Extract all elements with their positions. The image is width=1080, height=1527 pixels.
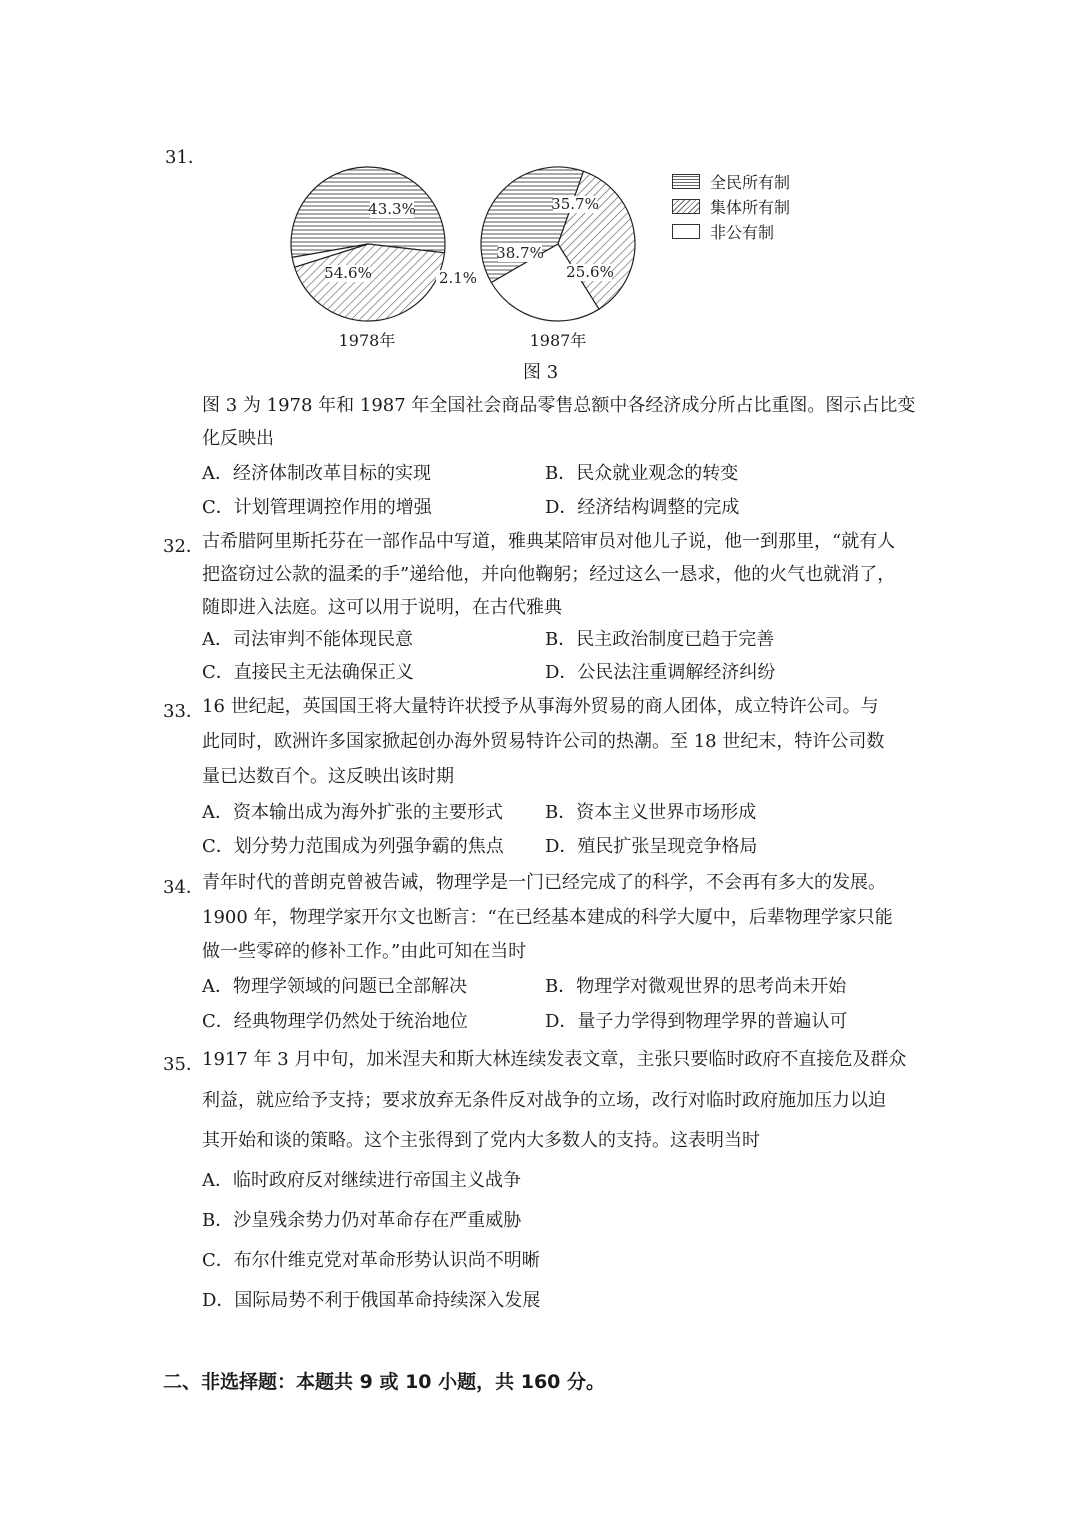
q33-option-a: A．资本输出成为海外扩张的主要形式 — [202, 802, 503, 823]
legend-item-collective — [672, 195, 790, 218]
q35-option-c: C．布尔什维克党对革命形势认识尚不明晰 — [202, 1250, 540, 1271]
q31-option-b: B．民众就业观念的转变 — [545, 463, 739, 484]
q35-option-a: A．临时政府反对继续进行帝国主义战争 — [202, 1170, 521, 1191]
q31-option-a: A．经济体制改革目标的实现 — [202, 463, 431, 484]
q32-option-c: C．直接民主无法确保正义 — [202, 662, 414, 683]
pie-1-label-private: 25.6% — [566, 263, 614, 281]
legend-label-private: 非公有制 — [710, 223, 775, 242]
q33-option-d: D．殖民扩张呈现竞争格局 — [545, 836, 758, 857]
q31-stem-line2: 化反映出 — [202, 428, 274, 449]
q32-option-a: A．司法审判不能体现民意 — [202, 629, 413, 650]
pie-1-label-state: 38.7% — [496, 244, 544, 262]
legend-item-private — [672, 220, 774, 243]
q34-number: 34． — [163, 877, 204, 898]
q32-line3: 随即进入法庭。这可以用于说明，在古代雅典 — [202, 597, 562, 618]
q32-option-b: B．民主政治制度已趋于完善 — [545, 629, 775, 650]
q35-number: 35． — [163, 1054, 204, 1075]
q32-option-d: D．公民法注重调解经济纠纷 — [545, 662, 776, 683]
q34-option-c: C．经典物理学仍然处于统治地位 — [202, 1011, 468, 1032]
q35-line2: 利益，就应给予支持；要求放弃无条件反对战争的立场，改行对临时政府施加压力以迫 — [202, 1090, 886, 1111]
legend-swatch-collective — [672, 199, 700, 214]
q31-number: 31． — [165, 147, 206, 168]
pie-1987-caption: 1987年 — [529, 331, 587, 350]
q33-option-b: B．资本主义世界市场形成 — [545, 802, 757, 823]
q34-option-b: B．物理学对微观世界的思考尚未开始 — [545, 976, 847, 997]
q32-number: 32． — [163, 536, 204, 557]
q34-option-a: A．物理学领域的问题已全部解决 — [202, 976, 467, 997]
pie-1978-caption: 1978年 — [338, 331, 396, 350]
q34-line3: 做一些零碎的修补工作。”由此可知在当时 — [202, 941, 527, 962]
q33-option-c: C．划分势力范围成为列强争霸的焦点 — [202, 836, 504, 857]
q31-stem-line1: 图 3 为 1978 年和 1987 年全国社会商品零售总额中各经济成分所占比重图。图示占比变 — [202, 395, 916, 416]
legend-label-collective: 集体所有制 — [710, 198, 791, 217]
q33-line3: 量已达数百个。这反映出该时期 — [202, 766, 454, 787]
q35-line1: 1917 年 3 月中旬，加米涅夫和斯大林连续发表文章，主张只要临时政府不直接危及群众 — [202, 1049, 907, 1070]
legend-label-state: 全民所有制 — [710, 173, 791, 192]
q31-option-d: D．经济结构调整的完成 — [545, 497, 740, 518]
q34-line2: 1900 年，物理学家开尔文也断言：“在已经基本建成的科学大厦中，后辈物理学家只能 — [202, 907, 893, 928]
pie-0-label-private: 2.1% — [438, 269, 478, 287]
q31-option-c: C．计划管理调控作用的增强 — [202, 497, 432, 518]
section-2-title: 二、非选择题：本题共 9 或 10 小题，共 160 分。 — [163, 1371, 606, 1393]
q32-line1: 古希腊阿里斯托芬在一部作品中写道，雅典某陪审员对他儿子说，他一到那里，“就有人 — [202, 531, 896, 552]
q32-line2: 把盗窃过公款的温柔的手”递给他，并向他鞠躬；经过这么一恳求，他的火气也就消了， — [202, 564, 896, 585]
legend-swatch-private — [672, 224, 700, 239]
q35-line3: 其开始和谈的策略。这个主张得到了党内大多数人的支持。这表明当时 — [202, 1130, 760, 1151]
q35-option-b: B．沙皇残余势力仍对革命存在严重威胁 — [202, 1210, 522, 1231]
q34-option-d: D．量子力学得到物理学界的普遍认可 — [545, 1011, 848, 1032]
pie-1-label-collective: 35.7% — [551, 195, 599, 213]
pie-0-label-state: 54.6% — [324, 264, 372, 282]
legend-swatch-state — [672, 174, 700, 189]
pie-chart-0 — [291, 167, 480, 321]
legend-item-state — [672, 170, 790, 193]
q35-option-d: D．国际局势不利于俄国革命持续深入发展 — [202, 1290, 541, 1311]
pie-0-label-collective: 43.3% — [368, 200, 416, 218]
figure-caption: 图 3 — [523, 362, 559, 383]
q33-line2: 此同时，欧洲许多国家掀起创办海外贸易特许公司的热潮。至 18 世纪末，特许公司数 — [202, 731, 885, 752]
q34-line1: 青年时代的普朗克曾被告诫，物理学是一门已经完成了的科学，不会再有多大的发展。 — [202, 872, 886, 893]
pie-chart-1 — [481, 167, 635, 321]
q33-number: 33． — [163, 701, 204, 722]
q33-line1: 16 世纪起，英国国王将大量特许状授予从事海外贸易的商人团体，成立特许公司。与 — [202, 696, 879, 717]
